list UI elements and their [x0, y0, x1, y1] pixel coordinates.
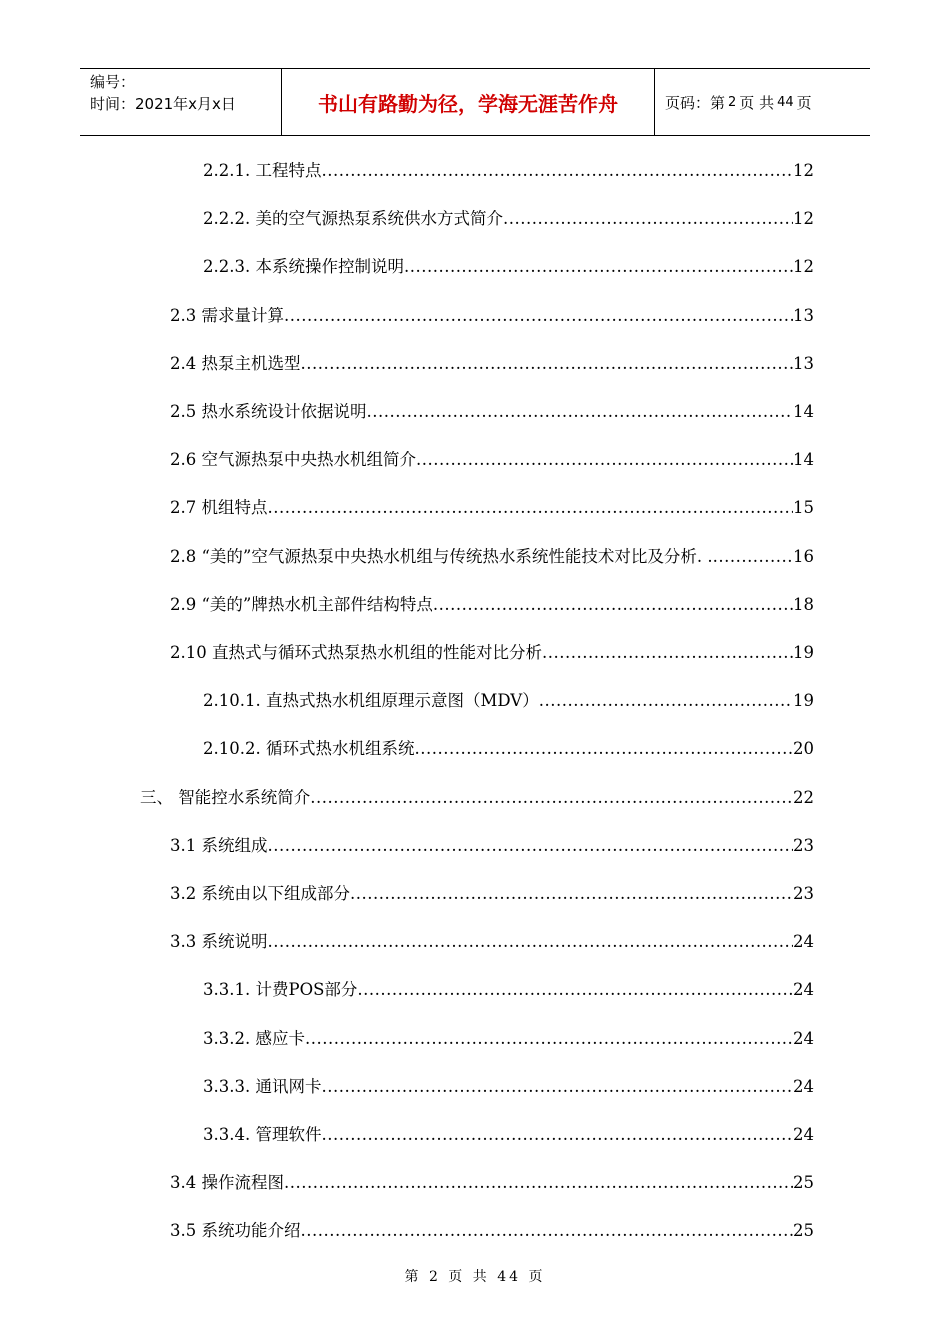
toc-leader-dots [433, 592, 793, 618]
toc-entry-page: 24 [793, 1029, 814, 1048]
toc-leader-dots [321, 158, 793, 184]
toc-leader-dots [404, 254, 793, 280]
toc-entry-page: 25 [793, 1221, 814, 1240]
toc-leader-dots [357, 977, 793, 1003]
toc-entry-label: 3.3.2. 感应卡 [203, 1029, 305, 1048]
toc-leader-dots [310, 785, 793, 811]
toc-entry[interactable] [203, 158, 814, 184]
toc-entry[interactable] [170, 303, 814, 329]
document-time: 时间：2021年x月x日 [90, 95, 236, 113]
toc-leader-dots [367, 399, 794, 425]
toc-entry-label: 2.5 热水系统设计依据说明 [170, 402, 367, 421]
toc-entry[interactable] [203, 1074, 814, 1100]
toc-leader-dots [284, 1170, 793, 1196]
toc-leader-dots [268, 833, 794, 859]
toc-leader-dots [301, 351, 794, 377]
toc-leader-dots [539, 688, 793, 714]
toc-entry[interactable] [203, 254, 814, 280]
page-suffix: 页 [796, 93, 812, 112]
header-motto: 书山有路勤为径，学海无涯苦作舟 [282, 69, 655, 135]
toc-entry[interactable] [203, 977, 814, 1003]
toc-leader-dots [713, 544, 793, 570]
toc-entry-page: 23 [793, 836, 814, 855]
toc-entry-page: 12 [793, 209, 814, 228]
toc-entry[interactable] [203, 1122, 814, 1148]
toc-entry-label: 2.10.2. 循环式热水机组系统 [203, 739, 415, 758]
toc-entry[interactable] [203, 1026, 814, 1052]
toc-entry[interactable] [170, 592, 814, 618]
toc-entry-label: 2.6 空气源热泵中央热水机组简介 [170, 450, 416, 469]
toc-entry-page: 12 [793, 161, 814, 180]
toc-leader-dots [350, 881, 793, 907]
toc-leader-dots [321, 1122, 793, 1148]
toc-leader-dots [503, 206, 793, 232]
toc-entry[interactable] [170, 833, 814, 859]
toc-leader-dots [268, 495, 794, 521]
toc-entry-label: 3.1 系统组成 [170, 836, 268, 855]
toc-entry-page: 13 [793, 354, 814, 373]
toc-entry-label: 2.8 “美的”空气源热泵中央热水机组与传统热水系统性能技术对比及分析. . [170, 547, 713, 566]
toc-entry-label: 3.2 系统由以下组成部分 [170, 884, 350, 903]
toc-entry-page: 20 [793, 739, 814, 758]
toc-entry[interactable] [170, 399, 814, 425]
page-total: 44 [777, 94, 794, 110]
toc-entry-page: 15 [793, 498, 814, 517]
toc-leader-dots [305, 1026, 793, 1052]
toc-entry[interactable] [203, 206, 814, 232]
toc-entry-label: 2.2.3. 本系统操作控制说明 [203, 257, 404, 276]
toc-entry-label: 3.3 系统说明 [170, 932, 268, 951]
toc-entry[interactable] [203, 688, 814, 714]
header-meta [80, 69, 282, 135]
toc-leader-dots [542, 640, 793, 666]
toc-entry-label: 2.10 直热式与循环式热泵热水机组的性能对比分析 [170, 643, 542, 662]
page-current: 2 [728, 94, 737, 110]
toc-entry-page: 24 [793, 980, 814, 999]
toc-entry-label: 2.10.1. 直热式热水机组原理示意图（MDV） [203, 691, 539, 710]
toc-entry-page: 18 [793, 595, 814, 614]
toc-entry-page: 23 [793, 884, 814, 903]
toc-entry-label: 2.2.1. 工程特点 [203, 161, 322, 180]
toc-leader-dots [268, 929, 794, 955]
toc-entry-page: 24 [793, 1077, 814, 1096]
toc-entry-label: 2.7 机组特点 [170, 498, 268, 517]
toc-entry[interactable] [170, 1170, 814, 1196]
toc-entry-page: 25 [793, 1173, 814, 1192]
toc-entry[interactable] [170, 544, 814, 570]
toc-entry[interactable] [170, 929, 814, 955]
toc-entry[interactable] [170, 351, 814, 377]
page-footer: 第 2 页 共 44 页 [404, 1269, 546, 1285]
toc-entry-page: 19 [793, 691, 814, 710]
toc-entry-label: 3.3.1. 计费POS部分 [203, 980, 358, 999]
toc-entry[interactable] [170, 1218, 814, 1244]
toc-entry-label: 3.5 系统功能介绍 [170, 1221, 301, 1240]
toc-entry-page: 14 [793, 402, 814, 421]
toc-leader-dots [416, 447, 793, 473]
page-mid: 页 共 [739, 93, 775, 112]
toc-entry-label: 2.9 “美的”牌热水机主部件结构特点 [170, 595, 433, 614]
document-number-label: 编号： [90, 73, 136, 91]
toc-entry-label: 3.4 操作流程图 [170, 1173, 284, 1192]
page-header [80, 68, 870, 136]
toc-entry[interactable] [170, 640, 814, 666]
toc-entry-page: 22 [793, 788, 814, 807]
toc-entry-label: 三、 智能控水系统简介 [140, 788, 311, 807]
toc-leader-dots [414, 736, 793, 762]
toc-leader-dots [321, 1074, 793, 1100]
toc-entry[interactable] [170, 447, 814, 473]
toc-entry-label: 3.3.3. 通讯网卡 [203, 1077, 322, 1096]
toc-entry-label: 2.4 热泵主机选型 [170, 354, 301, 373]
toc-entry-page: 24 [793, 932, 814, 951]
toc-entry-page: 13 [793, 306, 814, 325]
toc-entry-label: 2.3 需求量计算 [170, 306, 284, 325]
toc-entry-label: 2.2.2. 美的空气源热泵系统供水方式简介 [203, 209, 503, 228]
toc-entry-label: 3.3.4. 管理软件 [203, 1125, 322, 1144]
toc-entry-page: 14 [793, 450, 814, 469]
toc-entry-page: 19 [793, 643, 814, 662]
toc-leader-dots [301, 1218, 794, 1244]
toc-entry[interactable] [140, 785, 814, 811]
toc-entry-page: 24 [793, 1125, 814, 1144]
toc-entry[interactable] [170, 495, 814, 521]
toc-entry[interactable] [203, 736, 814, 762]
toc-entry-page: 12 [793, 257, 814, 276]
header-page-info [655, 69, 870, 135]
toc-entry-page: 16 [793, 547, 814, 566]
toc-entry[interactable] [170, 881, 814, 907]
page-prefix: 页码：第 [665, 93, 726, 112]
toc-leader-dots [284, 303, 793, 329]
